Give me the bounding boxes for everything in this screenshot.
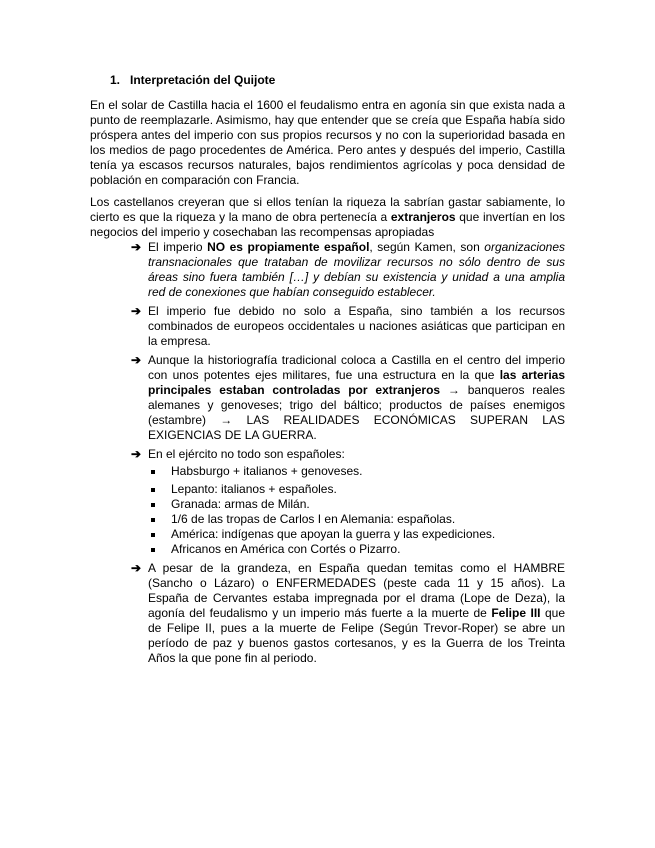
sub-list-item	[148, 512, 565, 527]
bullet-text: → banqueros reales alemanes y genoveses; trigo del báltico; productos de países enemigos (estambre) → LAS REALIDADES ECONÓMICAS SUPERAN LAS EXIGENCIAS DE LA GUERRA.	[148, 383, 565, 442]
arrow-bullet-icon: ➔	[131, 304, 142, 318]
bullet-bold: NO es propiamente español	[207, 240, 370, 254]
square-bullet-icon	[151, 518, 155, 522]
bullet-item	[131, 240, 565, 300]
paragraph-2-bold: extranjeros	[390, 210, 456, 224]
square-bullet-icon	[151, 548, 155, 552]
bullet-text: , según Kamen, son	[369, 240, 485, 254]
heading-title: Interpretación del Quijote	[130, 73, 276, 87]
bullet-italic-quote: organizaciones transnacionales que trataban de movilizar recursos no sólo dentro de sus áreas sino fuera también […] y debían su existencia y unidad a una amplia red de conexiones que habían conseguido establecer.	[148, 240, 565, 299]
bullet-item	[131, 447, 565, 557]
sub-list-text: América: indígenas que apoyan la guerra y las expediciones.	[171, 527, 496, 541]
arrow-bullet-icon: ➔	[131, 353, 142, 367]
square-bullet-icon	[151, 533, 155, 537]
sub-list-item	[148, 482, 565, 497]
bullet-item	[131, 304, 565, 349]
bullet-text: El imperio fue debido no solo a España, sino también a los recursos combinados de europeos occidentales u naciones asiáticas que participan en la empresa.	[148, 304, 565, 348]
arrow-bullet-icon: ➔	[131, 447, 142, 461]
bullet-text: que de Felipe II, pues a la muerte de Felipe (Según Trevor-Roper) se abre un período de paz y buenos gastos cortesanos, y es la Guerra de los Treinta Años la que pone fin al periodo.	[148, 606, 566, 665]
sub-list-item	[148, 527, 565, 542]
paragraph-2-text-end: que invertían en los negocios del imperio y cosechaban las recompensas apropiadas	[90, 210, 565, 239]
sub-list-text: Granada: armas de Milán.	[171, 497, 310, 511]
sub-list-text: Lepanto: italianos + españoles.	[171, 482, 337, 496]
bullet-text: El imperio	[148, 240, 208, 254]
sub-list-text: Africanos en América con Cortés o Pizarro.	[171, 542, 401, 556]
sub-list-item	[148, 497, 565, 512]
section-heading	[110, 73, 275, 87]
paragraph-2	[90, 195, 565, 240]
bullet-text: En el ejército no todo son españoles:	[148, 447, 345, 461]
square-bullet-icon	[151, 470, 155, 474]
sub-list-item	[148, 464, 565, 479]
sub-list-text: Habsburgo + italianos + genoveses.	[171, 464, 363, 478]
arrow-bullet-icon: ➔	[131, 240, 142, 254]
arrow-bullet-list	[131, 240, 565, 670]
bullet-text: Aunque la historiografía tradicional coloca a Castilla en el centro del imperio con unos potentes ejes militares, fue una estructura en la que	[148, 353, 565, 382]
heading-number: 1.	[110, 73, 121, 87]
bullet-item	[131, 353, 565, 443]
paragraph-2-text: Los castellanos creyeran que si ellos tenían la riqueza la sabrían gastar sabiamente, lo cierto es que la riqueza y la mano de obra pertenecía a	[90, 195, 565, 224]
bullet-text: A pesar de la grandeza, en España quedan temitas como el HAMBRE (Sancho o Lázaro) o ENFERMEDADES (peste cada 11 y 15 años). La España de Cervantes estaba impregnada por el drama (Lope de Deza), la agonía del feudalismo y un imperio más fuerte a la muerte de	[148, 561, 565, 620]
bullet-bold: Felipe III	[491, 606, 541, 620]
square-bullet-icon	[151, 488, 155, 492]
bullet-item	[131, 561, 565, 666]
square-bullet-list	[148, 464, 565, 557]
bullet-bold: las arterias principales estaban controladas por extranjeros	[148, 368, 565, 397]
square-bullet-icon	[151, 503, 155, 507]
sub-list-item	[148, 542, 565, 557]
sub-list-text: 1/6 de las tropas de Carlos I en Alemania: españolas.	[171, 512, 456, 526]
paragraph-1: En el solar de Castilla hacia el 1600 el feudalismo entra en agonía sin que exista nada a punto de reemplazarle. Asimismo, hay que entender que se creía que España había sido próspera antes del imperio con sus propios recursos y no con la superioridad basada en los medios de pago procedentes de América. Pero antes y después del imperio, Castilla tenía ya escasos recursos naturales, bajos rendimientos agrícolas y poca densidad de población en comparación con Francia.	[90, 98, 565, 187]
arrow-bullet-icon: ➔	[131, 561, 142, 575]
